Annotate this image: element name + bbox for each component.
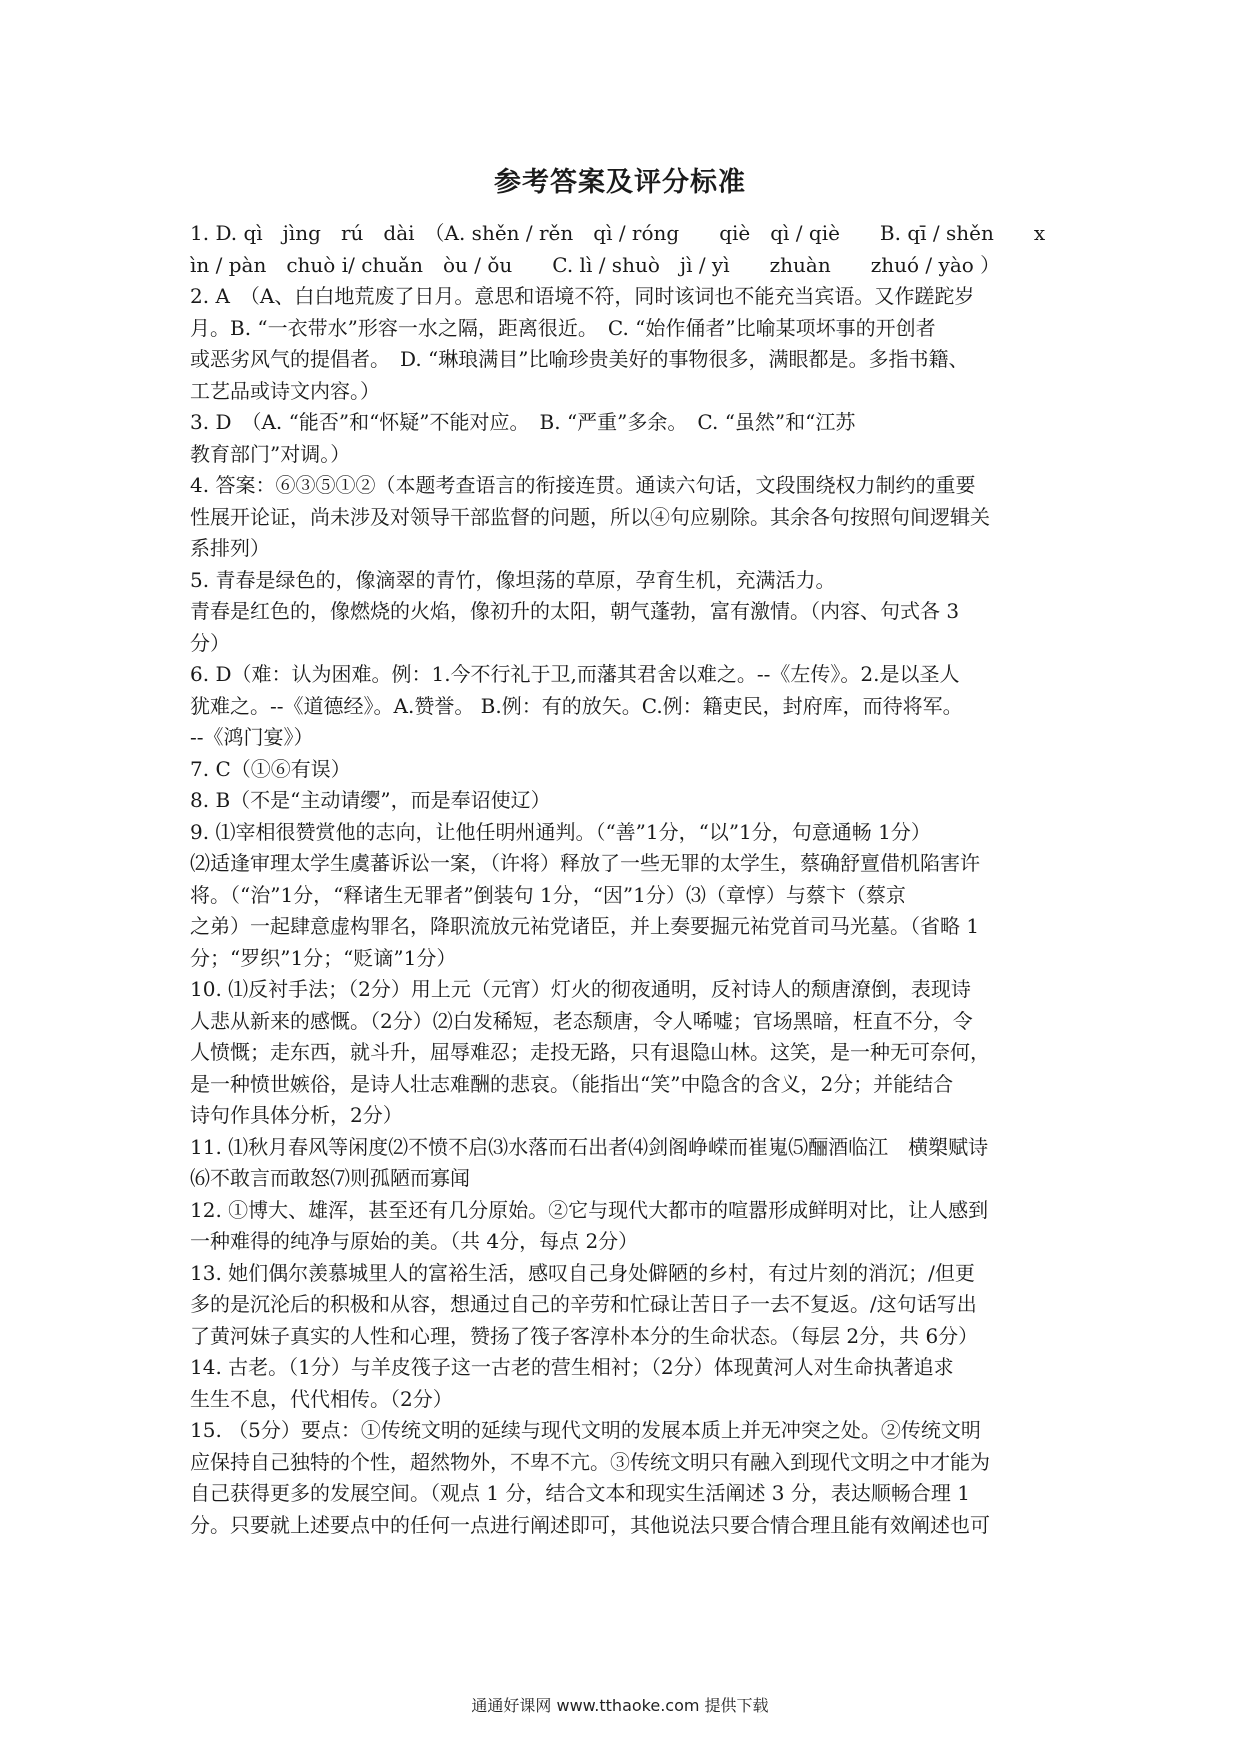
answer-line: 3. D （A. “能否”和“怀疑”不能对应。 B. “严重”多余。 C. “虽然”和“江苏 <box>190 410 856 434</box>
answer-line: 工艺品或诗文内容。） <box>190 378 380 403</box>
answer-line: 6. D（难：认为困难。例：1.今不行礼于卫,而藩其君舍以难之。--《左传》。2.是以圣人 <box>190 662 960 686</box>
answer-body <box>190 218 1060 1541</box>
answer-line: 分；“罗织”1分；“贬谪”1分） <box>190 945 457 970</box>
answer-line: 青春是红色的，像燃烧的火焰，像初升的太阳，朝气蓬勃，富有激情。（内容、句式各 3 <box>190 599 960 623</box>
answer-line: 5. 青春是绿色的，像滴翠的青竹，像坦荡的草原，孕育生机，充满活力。 <box>190 567 836 592</box>
answer-line: 8. B（不是“主动请缨”，而是奉诏使辽） <box>190 788 551 812</box>
answer-line: 将。（“治”1分，“释诸生无罪者”倒装句 1分，“因”1分）⑶（章惇）与蔡卞（蔡京 <box>190 882 906 907</box>
answer-line: 1. D. qì jìng rú dài （A. shěn / rěn qì / róng qiè qì / qiè B. qī / shěn x <box>190 221 1046 245</box>
answer-line: 12. ①博大、雄浑，甚至还有几分原始。②它与现代大都市的喧嚣形成鲜明对比，让人感到 <box>190 1197 989 1222</box>
answer-line: 犹难之。--《道德经》。A.赞誉。 B.例：有的放矢。C.例：籍吏民，封府库，而待将军。 <box>190 693 963 718</box>
answer-line: ⑵适逢审理太学生虞蕃诉讼一案，（许将）释放了一些无罪的太学生，蔡确舒亶借机陷害许 <box>190 851 980 875</box>
answer-line: 11. ⑴秋月春风等闲度⑵不愤不启⑶水落而石出者⑷剑阁峥嵘而崔嵬⑸酾酒临江 横槊赋诗 <box>190 1134 989 1159</box>
answer-line: ìn / pàn chuò i/ chuǎn òu / ǒu C. lì / shuò jì / yì zhuàn zhuó / yào ） <box>190 252 1001 277</box>
answer-line: 分） <box>190 630 230 655</box>
answer-line: 14. 古老。（1分）与羊皮筏子这一古老的营生相衬；（2分）体现黄河人对生命执著追求 <box>190 1355 954 1379</box>
answer-line: 应保持自己独特的个性，超然物外，不卑不亢。③传统文明只有融入到现代文明之中才能为 <box>190 1449 990 1474</box>
answer-line: ⑹不敢言而敢怒⑺则孤陋而寡闻 <box>190 1166 470 1190</box>
answer-line: 多的是沉沦后的积极和从容，想通过自己的辛劳和忙碌让苦日子一去不复返。/这句话写出 <box>190 1292 977 1316</box>
answer-line: 月。B. “一衣带水”形容一水之隔，距离很近。 C. “始作俑者”比喻某项坏事的开创者 <box>190 315 936 340</box>
answer-line: 自己获得更多的发展空间。（观点 1 分，结合文本和现实生活阐述 3 分，表达顺畅合理 1 <box>190 1481 970 1505</box>
answer-line: 性展开论证，尚未涉及对领导干部监督的问题，所以④句应剔除。其余各句按照句间逻辑关 <box>190 504 990 529</box>
answer-line: 7. C（①⑥有误） <box>190 756 351 781</box>
answer-line: 13. 她们偶尔羡慕城里人的富裕生活，感叹自己身处僻陋的乡村，有过片刻的消沉；/但更 <box>190 1260 975 1285</box>
answer-line: 生生不息，代代相传。（2分） <box>190 1386 453 1411</box>
answer-line: 15. （5分）要点：①传统文明的延续与现代文明的发展本质上并无冲突之处。②传统文明 <box>190 1418 981 1442</box>
answer-line: 分。只要就上述要点中的任何一点进行阐述即可，其他说法只要合情合理且能有效阐述也可 <box>190 1512 990 1537</box>
answer-line: 是一种愤世嫉俗，是诗人壮志难酬的悲哀。（能指出“笑”中隐含的含义，2分；并能结合 <box>190 1071 954 1096</box>
answer-line: 诗句作具体分析，2分） <box>190 1103 403 1127</box>
answer-line: 9. ⑴宰相很赞赏他的志向，让他任明州通判。（“善”1分，“以”1分，句意通畅 1分） <box>190 819 931 844</box>
answer-line: 4. 答案：⑥③⑤①②（本题考查语言的衔接连贯。通读六句话，文段围绕权力制约的重要 <box>190 473 976 497</box>
answer-line: 人悲从新来的感慨。（2分）⑵白发稀短，老态颓唐，令人唏嘘；官场黑暗，枉直不分，令 <box>190 1008 973 1033</box>
answer-line: 系排列） <box>190 536 270 560</box>
answer-line: 教育部门”对调。） <box>190 441 351 466</box>
answer-line: 或恶劣风气的提倡者。 D. “琳琅满目”比喻珍贵美好的事物很多，满眼都是。多指书籍、 <box>190 347 969 371</box>
answer-line: 人愤慨；走东西，就斗升，屈辱难忍；走投无路，只有退隐山林。这笑，是一种无可奈何， <box>190 1040 990 1064</box>
answer-line: 2. A （A、白白地荒废了日月。意思和语境不符，同时该词也不能充当宾语。又作蹉跎岁 <box>190 284 975 308</box>
answer-line: --《鸿门宴》） <box>190 725 314 749</box>
page-title: 参考答案及评分标准 <box>494 167 746 198</box>
answer-line: 之弟）一起肆意虚构罪名，降职流放元祐党诸臣，并上奏要掘元祐党首司马光墓。（省略 1 <box>190 914 980 938</box>
answer-line: 10. ⑴反衬手法；（2分）用上元（元宵）灯火的彻夜通明，反衬诗人的颓唐潦倒，表现诗 <box>190 977 971 1001</box>
answer-line: 一种难得的纯净与原始的美。（共 4分，每点 2分） <box>190 1229 639 1253</box>
answer-line: 了黄河妹子真实的人性和心理，赞扬了筏子客淳朴本分的生命状态。（每层 2分，共 6分） <box>190 1323 979 1348</box>
footer-text: 通通好课网 www.tthaoke.com 提供下载 <box>471 1696 769 1715</box>
